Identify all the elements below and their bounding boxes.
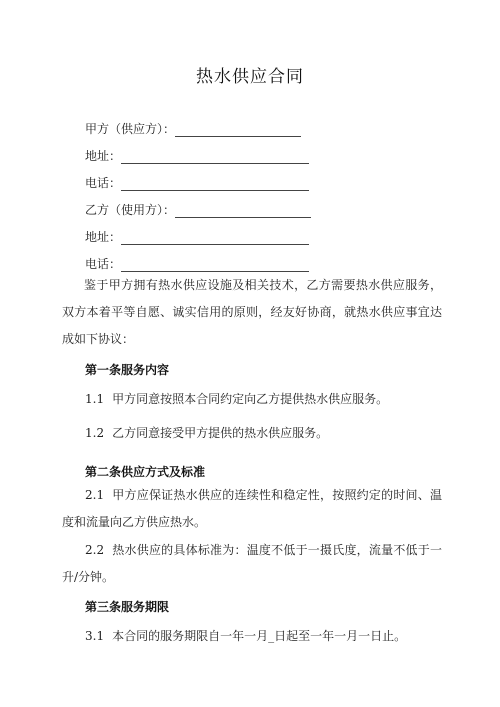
- clause-2-1: [62, 482, 442, 536]
- party-a-phone-line: [85, 175, 309, 191]
- party-b-address-blank[interactable]: [121, 232, 309, 245]
- party-a-phone-blank[interactable]: [121, 178, 309, 191]
- party-a-blank[interactable]: [175, 124, 301, 137]
- clause-text: 甲方同意按照本合同约定向乙方提供热水供应服务。: [112, 392, 389, 406]
- clause-number: 1.1: [85, 392, 105, 406]
- party-b-address-label: 地址：: [85, 230, 122, 244]
- clause-number: 3.1: [85, 629, 105, 643]
- clause-number: 2.2: [85, 543, 105, 557]
- clause-number: 2.1: [85, 488, 105, 502]
- party-b-blank[interactable]: [175, 205, 311, 218]
- document-title: 热水供应合同: [196, 67, 304, 87]
- clause-number: 1.2: [85, 426, 105, 440]
- clause-text: 乙方同意接受甲方提供的热水供应服务。: [112, 426, 329, 440]
- clause-2-2: [62, 537, 442, 591]
- party-a-address-blank[interactable]: [121, 151, 309, 164]
- party-a-label: 甲方（供应方）：: [85, 122, 176, 136]
- clause-text: 本合同的服务期限自一年一月_日起至一年一月一日止。: [112, 629, 407, 643]
- section-2-heading: 第二条供应方式及标准: [85, 465, 206, 479]
- party-b-line: [85, 202, 311, 218]
- party-b-address-line: [85, 229, 309, 245]
- section-1-heading: 第一条服务内容: [85, 363, 170, 377]
- party-a-phone-label: 电话：: [85, 176, 122, 190]
- party-a-address-label: 地址：: [85, 149, 122, 163]
- clause-3-1: [85, 627, 406, 644]
- party-a-address-line: [85, 148, 309, 164]
- party-b-label: 乙方（使用方）：: [85, 203, 176, 217]
- party-b-phone-line: [85, 256, 309, 272]
- section-3-heading: 第三条服务期限: [85, 600, 170, 614]
- clause-1-1: [85, 390, 388, 407]
- preamble-paragraph: 鉴于甲方拥有热水供应设施及相关技术，乙方需要热水供应服务，双方本着平等自愿、诚实信用的原则，经友好协商，就热水供应事宜达成如下协议：: [62, 278, 442, 346]
- party-a-line: [85, 121, 301, 137]
- clause-text: 热水供应的具体标准为：温度不低于一摄氏度，流量不低于一升/分钟。: [62, 543, 442, 584]
- party-b-phone-label: 电话：: [85, 257, 122, 271]
- party-b-phone-blank[interactable]: [121, 259, 309, 272]
- clause-1-2: [85, 424, 328, 441]
- clause-text: 甲方应保证热水供应的连续性和稳定性，按照约定的时间、温度和流量向乙方供应热水。: [62, 488, 442, 529]
